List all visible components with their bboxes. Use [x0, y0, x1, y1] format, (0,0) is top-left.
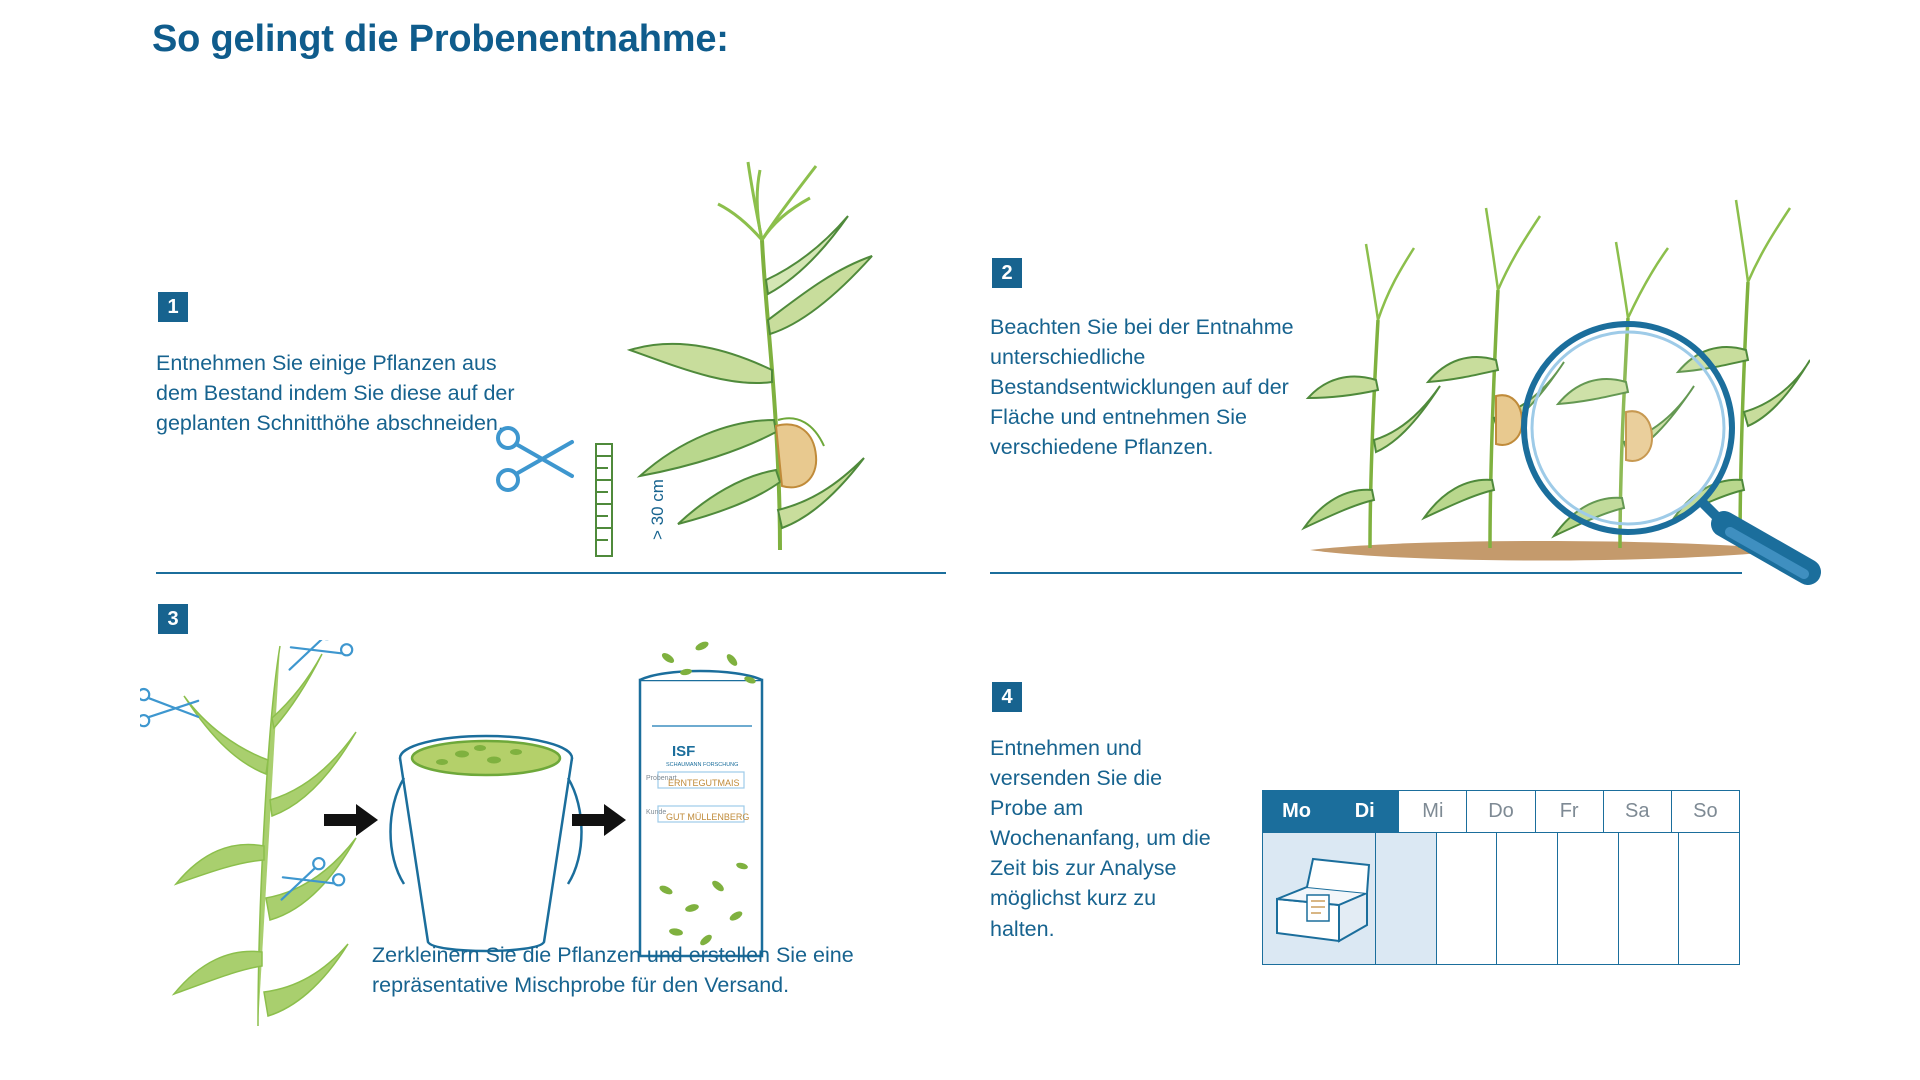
step-1-badge: 1	[158, 292, 188, 322]
page-title: So gelingt die Probenentnahme:	[152, 18, 729, 60]
week-table-body-row	[1263, 833, 1739, 964]
sample-bag-icon	[606, 640, 796, 970]
week-cell-do[interactable]	[1497, 833, 1558, 964]
bag-line2-value: GUT MÜLLENBERG	[666, 812, 750, 822]
step-3-badge: 3	[158, 604, 188, 634]
week-day-header-mo[interactable]: Mo	[1263, 791, 1331, 833]
ruler-icon	[586, 440, 624, 560]
magnifier-icon	[1508, 318, 1838, 588]
shipping-box-icon	[1263, 853, 1375, 945]
week-table	[1262, 790, 1740, 965]
week-day-header-do[interactable]: Do	[1467, 791, 1535, 833]
step-2-text: Beachten Sie bei der Entnahme unterschiedliche Bestandsentwicklungen auf der Fläche und entnehmen Sie verschiedene Pflanzen.	[990, 315, 1294, 460]
step-1-text: Entnehmen Sie einige Pflanzen aus dem Bestand indem Sie diese auf der geplanten Schnitthöhe abschneiden.	[156, 351, 515, 436]
bag-brand-label: ISF	[672, 743, 696, 760]
arrow-right-icon	[322, 800, 380, 840]
bucket-icon	[376, 716, 596, 966]
ruler-measure-label: > 30 cm	[648, 479, 667, 540]
bag-line1-value: ERNTEGUTMAIS	[668, 778, 740, 788]
week-cell-fr[interactable]	[1558, 833, 1619, 964]
week-cell-sa[interactable]	[1619, 833, 1680, 964]
step-4-text: Entnehmen und versenden Sie die Probe am Wochenanfang, um die Zeit bis zur Analyse möglichst kurz zu halten.	[990, 736, 1211, 941]
bag-brand-sub-label: SCHAUMANN FORSCHUNG	[666, 762, 739, 768]
step-2-badge: 2	[992, 258, 1022, 288]
bag-line1-label: Probenart	[646, 775, 677, 782]
bag-line2-label: Kunde	[646, 809, 667, 816]
week-table-header-row	[1263, 791, 1739, 833]
step-3-text: Zerkleinern Sie die Pflanzen und erstellen Sie eine repräsentative Mischprobe für den Versand.	[372, 943, 854, 998]
week-day-header-sa[interactable]: Sa	[1604, 791, 1672, 833]
week-cell-so[interactable]	[1679, 833, 1739, 964]
week-cell-mo[interactable]	[1263, 833, 1376, 964]
divider-step-1	[156, 572, 946, 574]
week-cell-di[interactable]	[1376, 833, 1437, 964]
week-day-header-so[interactable]: So	[1672, 791, 1739, 833]
scissors-icon	[492, 424, 582, 496]
divider-step-2	[990, 572, 1742, 574]
week-day-header-di[interactable]: Di	[1331, 791, 1399, 833]
week-cell-mi[interactable]	[1437, 833, 1498, 964]
step-4-badge: 4	[992, 682, 1022, 712]
week-day-header-mi[interactable]: Mi	[1399, 791, 1467, 833]
week-day-header-fr[interactable]: Fr	[1536, 791, 1604, 833]
